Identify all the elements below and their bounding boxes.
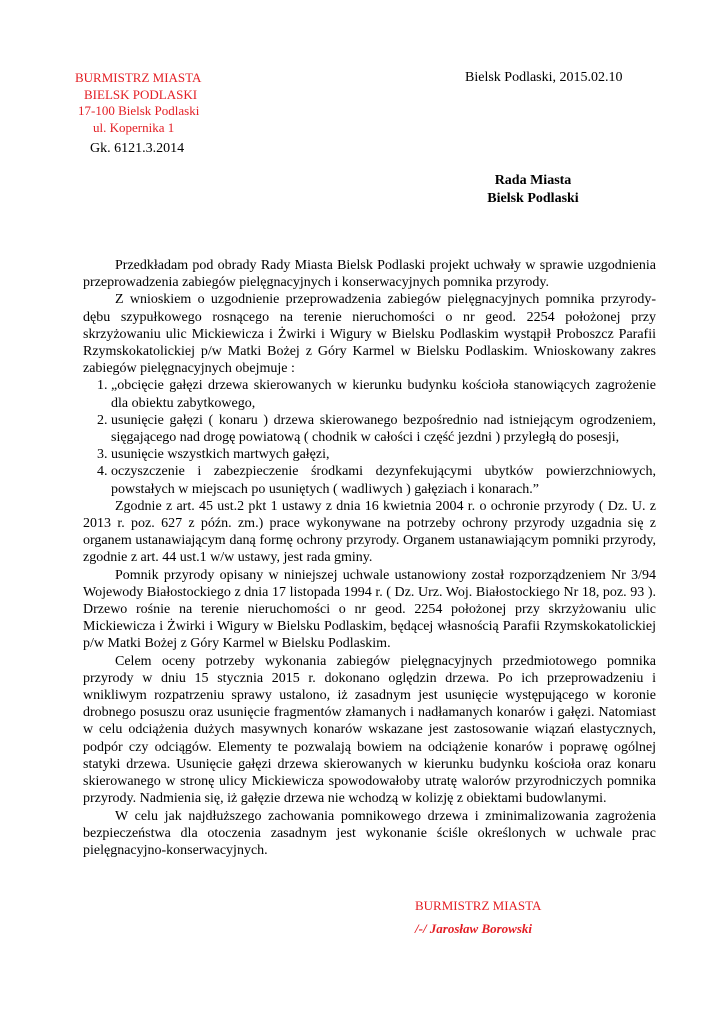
signature-block xyxy=(415,894,541,940)
signature-name: /-/ Jarosław Borowski xyxy=(415,921,533,936)
list-item: 4. oczyszczenie i zabezpieczenie środkami dezynfekującymi ubytków powierzchniowych, powstałych w miejscach po usuniętych ( wadliwych ) gałęziach i konarach.” xyxy=(111,463,656,497)
letter-body xyxy=(83,257,656,859)
paragraph-monument: Pomnik przyrody opisany w niniejszej uchwale ustanowiony został rozporządzeniem Nr 3/94 Wojewody Białostockiego z dnia 17 listopada 1994 r. ( Dz. Urz. Woj. Białostockiego Nr 18, poz. 93 ). Drzewo rośnie na terenie nieruchomości o nr geod. 2254 położonej przy skrzyżowaniu ulic Mickiewicza i Żwirki i Wigury w Bielsku Podlaskim, będącej własnością Parafii Rzymskokatolickiej p/w Matki Bożej z Góry Karmel w Bielsku Podlaskim. xyxy=(83,567,656,652)
paragraph-inspection: Celem oceny potrzeby wykonania zabiegów pielęgnacyjnych przedmiotowego pomnika przyrody w dniu 15 stycznia 2015 r. dokonano oględzin drzewa. Po ich przeprowadzeniu i wnikliwym rozpatrzeniu sprawy ustalono, iż zasadnym jest usunięcie występującego w koronie drobnego posuszu oraz usunięcie fragmentów złamanych i nadłamanych konarów i gałęzi. Natomiast w celu odciążenia dużych masywnych konarów wskazane jest zastosowanie wiązań elastycznych, podpór czy odciągów. Elementy te pozwalają bowiem na odciążenie konarów i poprawę ogólnej statyki drzewa. Usunięcie gałęzi drzewa skierowanych w kierunku budynku kościoła oraz konaru skierowanego w stronę ulicy Mickiewicza spowodowałoby utratę walorów przyrodniczych pomnika przyrody. Nadmienia się, iż gałęzie drzewa nie wchodzą w kolizję z obiektami budowlanymi. xyxy=(83,653,656,807)
addressee-line-2: Bielsk Podlaski xyxy=(487,191,579,206)
works-list xyxy=(83,377,656,497)
paragraph-intro: Przedkładam pod obrady Rady Miasta Bielsk Podlaski projekt uchwały w sprawie uzgodnienia przeprowadzenia zabiegów pielęgnacyjnych i konserwacyjnych pomnika przyrody. xyxy=(83,258,656,291)
addressee-line-1: Rada Miasta xyxy=(494,173,572,188)
paragraph-legal-basis: Zgodnie z art. 45 ust.2 pkt 1 ustawy z dnia 16 kwietnia 2004 r. o ochronie przyrody ( Dz. U. z 2013 r. poz. 627 z późn. zm.) prace wykonywane na potrzeby ochrony przyrody uzgadnia się z organem ustanawiającym daną formę ochrony przyrody. Organem ustanawiającym pomniki przyrody, zgodnie z art. 44 ust.1 w/w ustawy, jest rada gminy. xyxy=(83,498,656,566)
signature-title: BURMISTRZ MIASTA xyxy=(415,898,542,913)
place-date: Bielsk Podlaski, 2015.02.10 xyxy=(465,70,623,85)
reference-number: Gk. 6121.3.2014 xyxy=(90,141,185,156)
paragraph-conclusion: W celu jak najdłuższego zachowania pomnikowego drzewa i zminimalizowania zagrożenia bezpieczeństwa dla otoczenia zasadnym jest wykonanie ściśle określonych w uchwale prac pielęgnacyjno-konserwacyjnych. xyxy=(83,808,656,858)
sender-stamp xyxy=(75,70,201,136)
addressee xyxy=(470,172,596,208)
sender-street: ul. Kopernika 1 xyxy=(93,119,175,135)
sender-city: BIELSK PODLASKI xyxy=(84,86,198,102)
list-item: 2. usunięcie gałęzi ( konaru ) drzewa skierowanego bezpośrednio nad istniejącym ogrodzeniem, sięgającego nad drogę powiatową ( chodnik w całości i część jezdni ) przyległą do posesji, xyxy=(111,412,656,446)
list-item: 3. usunięcie wszystkich martwych gałęzi, xyxy=(111,446,656,463)
paragraph-request: Z wnioskiem o uzgodnienie przeprowadzenia zabiegów pielęgnacyjnych pomnika przyrody- dębu szypułkowego rosnącego na terenie nieruchomości o nr geod. 2254 położonej przy skrzyżowaniu ulic Mickiewicza i Żwirki i Wigury w Bielsku Podlaskim wystąpił Proboszcz Parafii Rzymskokatolickiej p/w Matki Bożej z Góry Karmel w Bielsku Podlaskim. Wnioskowany zakres zabiegów pielęgnacyjnych obejmuje : xyxy=(83,292,656,377)
list-item: 1. „obcięcie gałęzi drzewa skierowanych w kierunku budynku kościoła stanowiących zagrożenie dla obiektu zabytkowego, xyxy=(111,377,656,411)
sender-office: BURMISTRZ MIASTA xyxy=(75,70,202,85)
sender-postal: 17-100 Bielsk Podlaski xyxy=(78,103,200,118)
